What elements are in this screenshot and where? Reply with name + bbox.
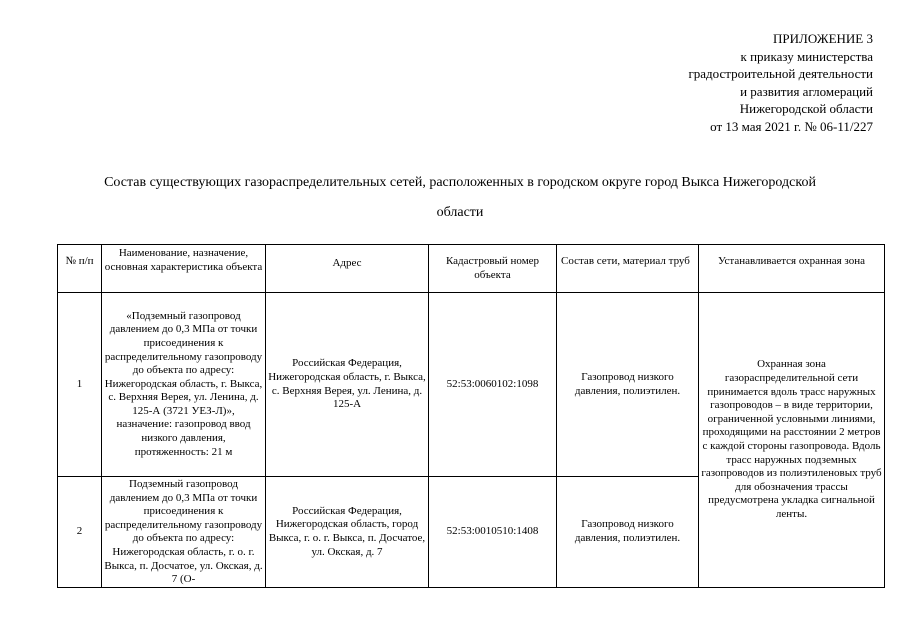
row-name: Подземный газопровод давлением до 0,3 МПа от точки присоединения к распределительному газопроводу до объекта по адресу: Нижегородская область, г. о. г. Выкса, п. Досчатое, ул. Окская, д. 7 (О-: [104, 478, 263, 586]
row-network: Газопровод низкого давления, полиэтилен.: [557, 477, 699, 588]
row-num: 2: [58, 477, 102, 588]
table-header-row: [58, 245, 885, 293]
appendix-line: Нижегородской области: [739, 101, 873, 117]
header-cadastral: Кадастровый номер объекта: [429, 245, 557, 293]
appendix-line: градостроительной деятельности: [688, 66, 873, 82]
header-name: Наименование, назначение, основная характеристика объекта: [102, 245, 266, 293]
protection-zone-cell: Охранная зона газораспределительной сети принимается вдоль трасс наружных газопроводов – в виде территории, ограниченной условными линиями, проходящими на расстоянии 2 метров с каждой стороны газопровода. Вдоль трасс наружных подземных газопроводов из полиэтиленовых труб для обозначения трассы предусмотрена укладка сигнальной ленты.: [699, 293, 885, 588]
header-address: Адрес: [266, 245, 429, 293]
appendix-line: ПРИЛОЖЕНИЕ 3: [773, 31, 873, 46]
appendix-block: [688, 30, 873, 136]
document-title-line2: области: [436, 205, 484, 220]
gas-network-table: [57, 244, 885, 588]
appendix-line: к приказу министерства: [740, 48, 873, 64]
document-title: [60, 168, 860, 228]
row-num: 1: [58, 293, 102, 477]
row-name: «Подземный газопровод давлением до 0,3 МПа от точки присоединения к распределительному газопроводу до объекта по адресу: Нижегородская область, г. Выкса, с. Верхняя Верея, ул. Ленина, д. 125-А (3721 УЕЗ-Л)», назначение: газопровод ввод низкого давления, протяженность: 21 м: [102, 293, 266, 477]
header-zone: Устанавливается охранная зона: [699, 245, 885, 293]
row-cadastral: 52:53:0010510:1408: [429, 477, 557, 588]
document-title-line1: Состав существующих газораспределительных сетей, расположенных в городском округе город Выкса Нижегородской: [104, 175, 816, 190]
row-cadastral: 52:53:0060102:1098: [429, 293, 557, 477]
appendix-line: от 13 мая 2021 г. № 06-11/227: [710, 118, 873, 134]
appendix-line: и развития агломераций: [740, 83, 873, 99]
table-row: [58, 293, 885, 477]
row-name-cell: [102, 477, 266, 588]
header-num: № п/п: [58, 245, 102, 293]
header-network: Состав сети, материал труб: [557, 245, 699, 293]
row-address: Российская Федерация, Нижегородская область, город Выкса, г. о. г. Выкса, п. Досчатое, ул. Окская, д. 7: [266, 477, 429, 588]
row-address: Российская Федерация, Нижегородская область, г. Выкса, с. Верхняя Верея, ул. Ленина, д. 125-А: [266, 293, 429, 477]
row-network: Газопровод низкого давления, полиэтилен.: [557, 293, 699, 477]
